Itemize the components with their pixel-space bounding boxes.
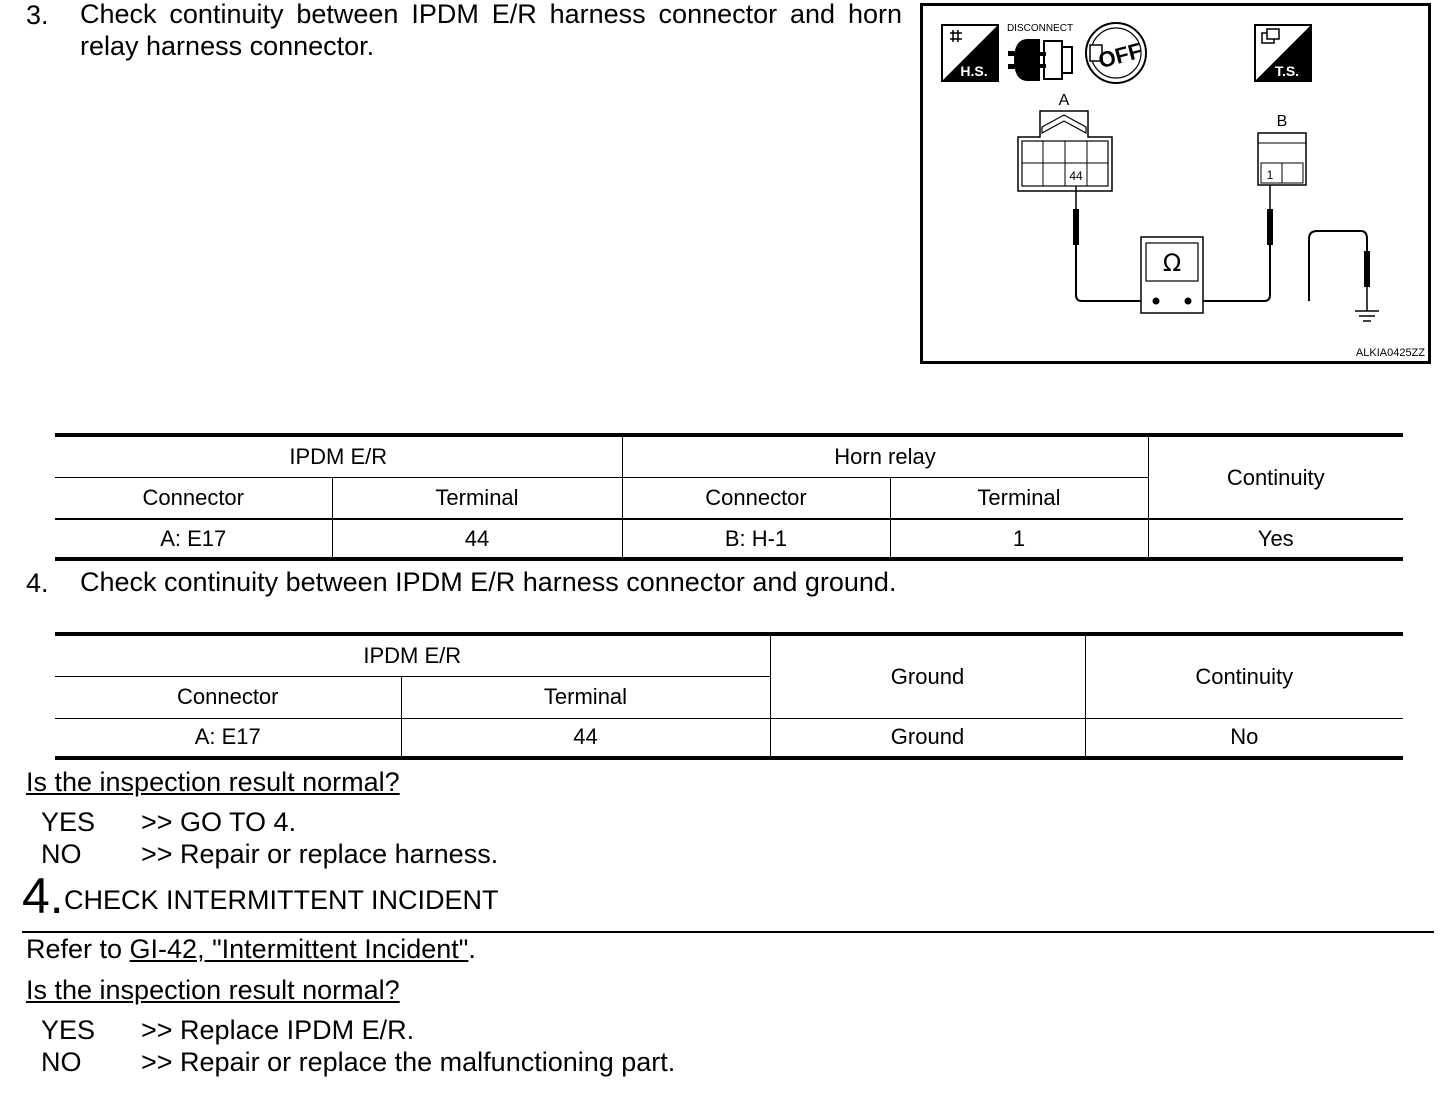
- continuity-table-2: [55, 632, 1403, 760]
- step3-number: 3.: [26, 0, 49, 30]
- cell-terminal: 44: [401, 718, 770, 758]
- connector-a: [1018, 111, 1112, 191]
- header-connector: Connector: [55, 676, 401, 718]
- step3-text: Check continuity between IPDM E/R harness connector and horn relay harness connector.: [80, 0, 902, 61]
- ignition-off-icon: [1086, 23, 1146, 83]
- disconnect-icon: [1007, 23, 1073, 81]
- section-number: 4.: [22, 868, 64, 924]
- header-continuity: Continuity: [1148, 435, 1403, 519]
- connector-b: [1258, 133, 1306, 185]
- ohm-symbol: Ω: [1162, 249, 1182, 277]
- hs-icon: [942, 25, 998, 81]
- connector-figure: [920, 3, 1430, 363]
- table-row: [55, 718, 1403, 758]
- ts-label: T.S.: [1274, 63, 1300, 79]
- refer-prefix: Refer to: [26, 934, 130, 964]
- answer-no-action: >> Repair or replace the malfunctioning part.: [141, 1047, 676, 1077]
- answer-yes-label: YES: [41, 807, 96, 837]
- answer-yes-label: YES: [41, 1015, 96, 1045]
- refer-link[interactable]: GI-42, "Intermittent Incident": [129, 934, 469, 964]
- ohmmeter: [1141, 237, 1203, 313]
- figure-code: ALKIA0425ZZ: [1355, 347, 1425, 359]
- connector-b-label: B: [1276, 113, 1288, 130]
- header-horn-relay: Horn relay: [622, 435, 1148, 477]
- connector-a-label: A: [1058, 92, 1070, 109]
- header-ipdm: IPDM E/R: [55, 634, 770, 676]
- section-heading: [22, 869, 1434, 933]
- off-label: OFF: [1095, 37, 1145, 74]
- probe-b: [1267, 185, 1273, 245]
- step4-text: Check continuity between IPDM E/R harness connector and ground.: [80, 567, 897, 597]
- cell-continuity: No: [1230, 724, 1259, 750]
- section-title: CHECK INTERMITTENT INCIDENT: [64, 885, 499, 915]
- ground-icon: [1355, 311, 1379, 321]
- answer-no-label: NO: [41, 839, 82, 869]
- header-terminal: Terminal: [332, 477, 622, 519]
- header-connector: Connector: [55, 477, 332, 519]
- probe-a: [1073, 186, 1079, 245]
- terminal-b-label: 1: [1266, 168, 1274, 182]
- cell-continuity: Yes: [1257, 525, 1294, 551]
- header-continuity: Continuity: [1085, 634, 1403, 718]
- terminal-a-label: 44: [1069, 169, 1083, 183]
- cell-ground: Ground: [770, 718, 1085, 758]
- question-normal: Is the inspection result normal?: [26, 975, 400, 1005]
- hs-label: H.S.: [960, 63, 988, 79]
- step4-number: 4.: [26, 568, 49, 598]
- answer-no-label: NO: [41, 1047, 82, 1077]
- header-ground: Ground: [770, 634, 1085, 718]
- ts-icon: [1255, 25, 1311, 81]
- header-connector: Connector: [622, 477, 890, 519]
- continuity-table-1: [55, 433, 1403, 561]
- cell-connector: A: E17: [55, 519, 332, 559]
- answer-no-action: >> Repair or replace harness.: [141, 839, 499, 869]
- cell-terminal: 1: [890, 519, 1148, 559]
- header-ipdm: IPDM E/R: [55, 435, 622, 477]
- refer-suffix: .: [468, 934, 476, 964]
- header-terminal: Terminal: [890, 477, 1148, 519]
- refer-line: [26, 934, 476, 965]
- answer-yes-action: >> GO TO 4.: [141, 807, 297, 837]
- disconnect-label: DISCONNECT: [1006, 23, 1074, 34]
- figure-svg: [920, 3, 1432, 365]
- cell-connector: B: H-1: [622, 519, 890, 559]
- cell-connector: A: E17: [55, 718, 401, 758]
- ground-probe: [1309, 231, 1370, 311]
- answer-yes-action: >> Replace IPDM E/R.: [141, 1015, 415, 1045]
- table-row: [55, 519, 1403, 559]
- header-terminal: Terminal: [401, 676, 770, 718]
- question-normal: Is the inspection result normal?: [26, 767, 400, 797]
- cell-terminal: 44: [332, 519, 622, 559]
